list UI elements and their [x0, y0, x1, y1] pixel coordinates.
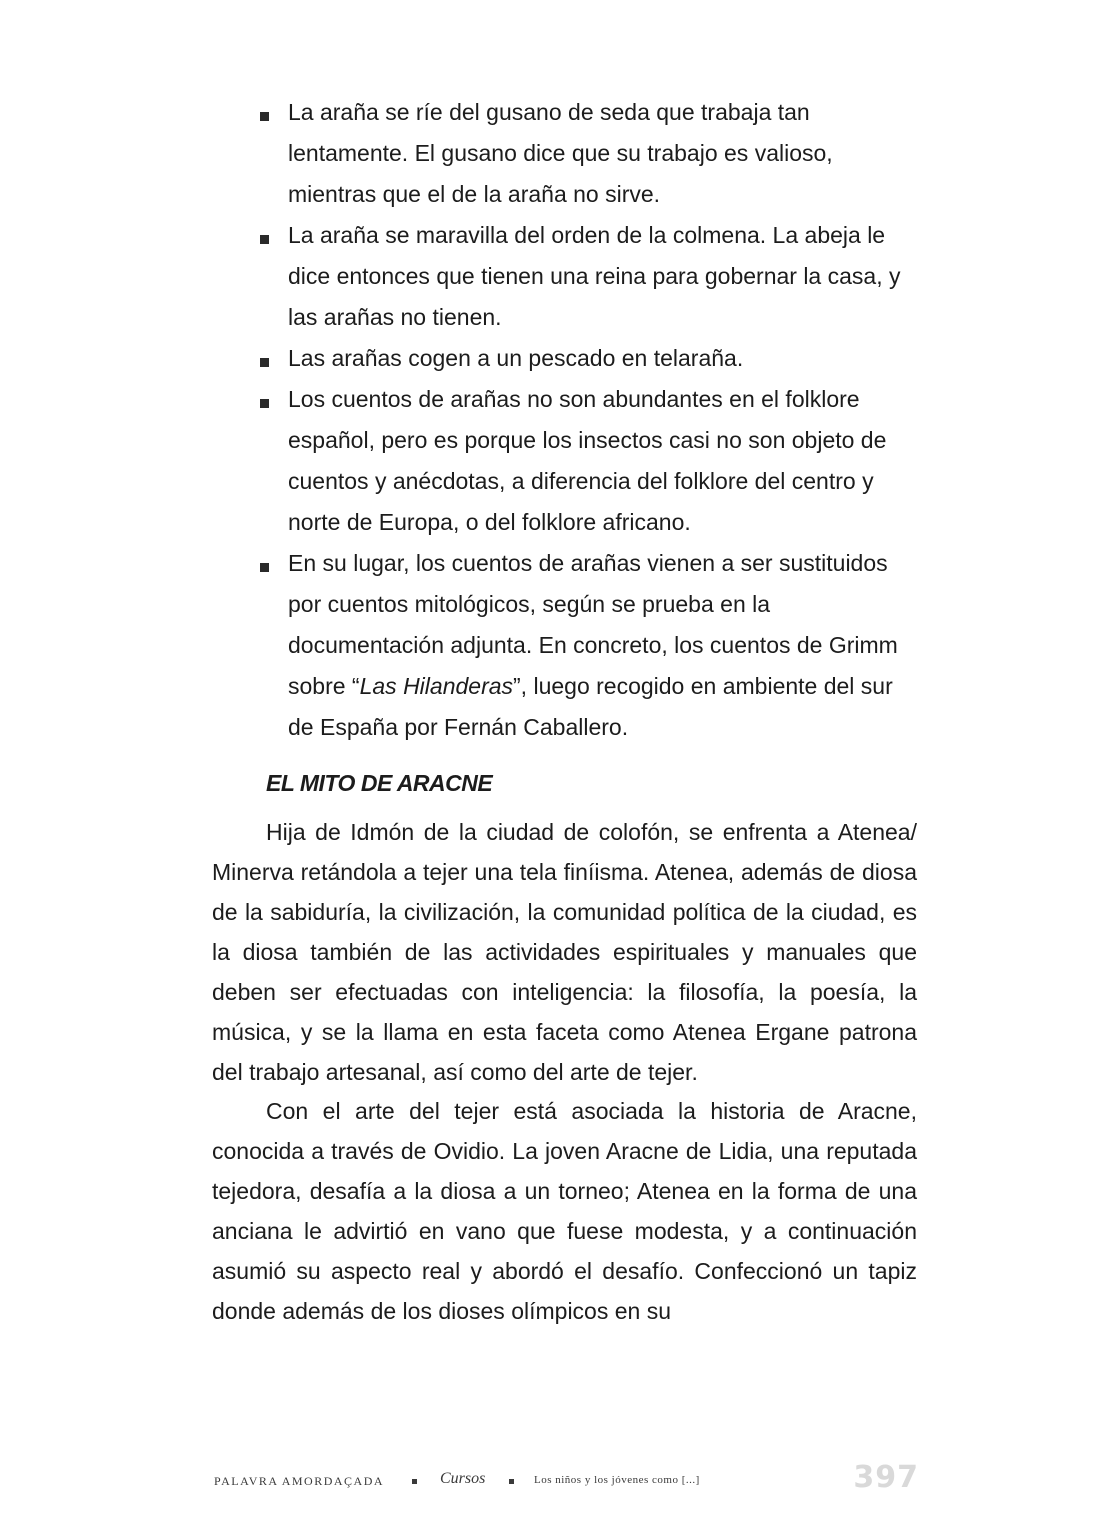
- page-number: 397: [853, 1460, 919, 1495]
- list-item: [258, 215, 918, 338]
- body-paragraph: Con el arte del tejer está asociada la historia de Aracne, conocida a través de Ovidio. La joven Aracne de Lidia, una reputada tejedora, desafía a la diosa a un torneo; Atenea en la forma de una anciana le advirtió en vano que fuese modesta, y a continuación asumió su aspecto real y abordó el desafío. Confeccionó un tapiz donde además de los dioses olímpicos en su: [212, 1098, 917, 1324]
- list-item-text: Las arañas cogen a un pescado en telaraña.: [288, 345, 744, 371]
- square-bullet-icon: [260, 358, 269, 367]
- square-bullet-icon: [260, 235, 269, 244]
- page-footer: [214, 1462, 919, 1502]
- square-bullet-icon: [260, 112, 269, 121]
- body-paragraph: Hija de Idmón de la ciudad de colofón, se enfrenta a Atenea/ Minerva retándola a tejer una tela finíisma. Atenea, además de diosa de la sabiduría, la civilización, la comunidad política de la ciudad, es la diosa también de las actividades espirituales y manuales que deben ser efectuadas con inteligencia: la filosofía, la poesía, la música, y se la llama en esta faceta como Atenea Ergane patrona del trabajo artesanal, así como del arte de tejer.: [212, 819, 917, 1085]
- list-item: [258, 338, 918, 379]
- square-bullet-icon: [260, 563, 269, 572]
- list-item-text: Los cuentos de arañas no son abundantes en el folklore español, pero es porque los insectos casi no son objeto de cuentos y anécdotas, a diferencia del folklore del centro y norte de Europa, o del folklore africano.: [288, 386, 887, 535]
- bullet-list: [258, 92, 918, 748]
- text-before-title: En su lugar, los cuentos de arañas vienen a ser sustituidos por cuentos mitológicos, según se prueba en la documentación adjunta. En concreto, los cuentos de Grimm sobre “: [288, 550, 898, 699]
- footer-separator-icon: [509, 1479, 514, 1484]
- section-heading: EL MITO DE ARACNE: [266, 770, 493, 796]
- list-item-text: La araña se ríe del gusano de seda que trabaja tan lentamente. El gusano dice que su trabajo es valioso, mientras que el de la araña no sirve.: [288, 99, 833, 207]
- work-title: Las Hilanderas: [359, 673, 514, 699]
- square-bullet-icon: [260, 399, 269, 408]
- footer-article-title: Los niños y los jóvenes como [...]: [534, 1474, 700, 1486]
- journal-title: PALAVRA AMORDAÇADA: [214, 1474, 385, 1488]
- text-after-title: ”, luego recogido en ambiente del sur de España por Fernán Caballero.: [288, 673, 893, 740]
- footer-separator-icon: [412, 1479, 417, 1484]
- list-item: [258, 379, 918, 543]
- list-item-text: [288, 550, 898, 740]
- footer-section-name: Cursos: [440, 1470, 486, 1487]
- list-item: [258, 92, 918, 215]
- list-item-text: La araña se maravilla del orden de la colmena. La abeja le dice entonces que tienen una reina para gobernar la casa, y las arañas no tienen.: [288, 222, 901, 330]
- list-item: [258, 543, 918, 748]
